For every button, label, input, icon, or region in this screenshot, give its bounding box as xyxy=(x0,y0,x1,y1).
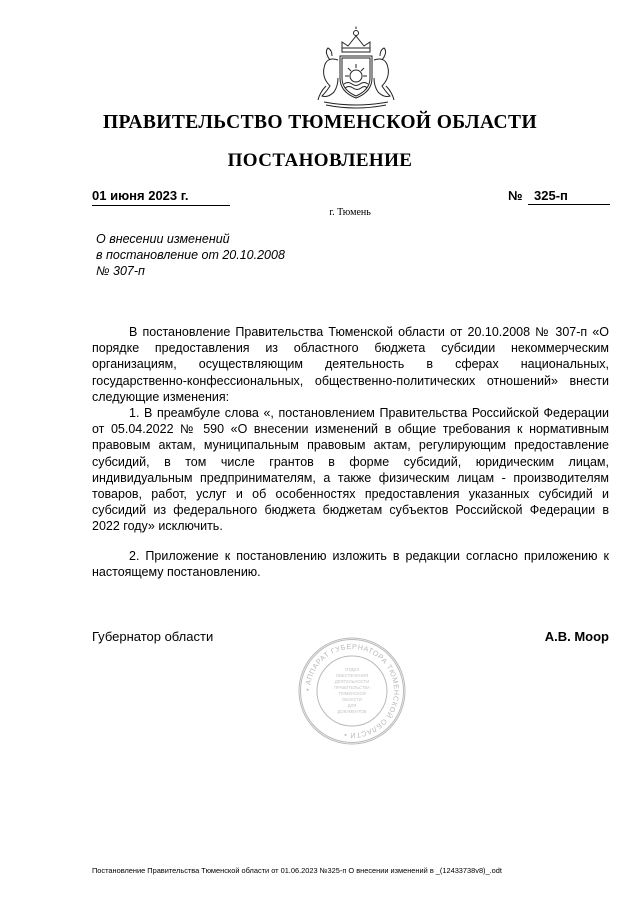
body-paragraph: 2. Приложение к постановлению изложить в редакции согласно приложению к настоящему постановлению. xyxy=(92,549,609,580)
number-value: 325-п xyxy=(528,189,610,205)
subject-line: О внесении изменений xyxy=(96,232,230,246)
city: г. Тюмень xyxy=(329,207,371,218)
seal-ring-text: • АППАРАТ ГУБЕРНАТОРА ТЮМЕНСКОЙ ОБЛАСТИ • xyxy=(302,641,402,741)
signer-name: А.В. Моор xyxy=(544,629,609,644)
official-seal-stamp xyxy=(296,635,408,747)
document-date: 01 июня 2023 г. xyxy=(92,189,230,206)
subject-line: № 307-п xyxy=(96,264,145,278)
svg-text:ДОКУМЕНТОВ: ДОКУМЕНТОВ xyxy=(337,709,367,714)
footer-text: Постановление Правительства Тюменской области от 01.06.2023 №325-п О внесении изменений в _(12433738v8)_.odt xyxy=(92,866,502,875)
document-number xyxy=(508,189,608,205)
number-sign: № xyxy=(508,188,523,203)
svg-text:ДЕЯТЕЛЬНОСТИ: ДЕЯТЕЛЬНОСТИ xyxy=(334,679,370,684)
svg-text:ОБЛАСТИ: ОБЛАСТИ xyxy=(342,697,362,702)
document-subject xyxy=(96,231,356,279)
svg-text:ТЮМЕНСКОЙ: ТЮМЕНСКОЙ xyxy=(338,691,366,696)
svg-text:ДЛЯ: ДЛЯ xyxy=(347,703,357,708)
document-type: ПОСТАНОВЛЕНИЕ xyxy=(227,150,413,171)
svg-text:ОБЕСПЕЧЕНИЯ: ОБЕСПЕЧЕНИЯ xyxy=(335,673,369,678)
svg-text:ОТДЕЛ: ОТДЕЛ xyxy=(344,667,360,672)
subject-line: в постановление от 20.10.2008 xyxy=(96,248,285,262)
body-paragraph: В постановление Правительства Тюменской области от 20.10.2008 № 307-п «О порядке предоставления из областного бюджета субсидии некоммерческим организациям, осуществляющим деятельность в сферах национальных, государственно-конфессиональных, общественно-политических отношений» внести следующие изменения: xyxy=(92,325,609,404)
coat-of-arms-icon xyxy=(312,26,400,110)
svg-text:ПРАВИТЕЛЬСТВА: ПРАВИТЕЛЬСТВА xyxy=(334,685,370,690)
body-paragraph: 1. В преамбуле слова «, постановлением Правительства Российской Федерации от 05.04.2022 № 590 «О внесении изменений в общие требования к нормативным правовым актам, муниципальным правовым актам, регулирующим предоставление субсидий, в том числе грантов в форме субсидий, юридическим лицам, индивидуальным предпринимателям, а также физическим лицам - производителям товаров, работ, услуг и об особенностях предоставления указанных субсидий и субсидий из федерального бюджета бюджетам субъектов Российской Федерации в 2022 году» исключить. xyxy=(92,406,609,534)
government-name: ПРАВИТЕЛЬСТВО ТЮМЕНСКОЙ ОБЛАСТИ xyxy=(102,112,538,133)
signer-title: Губернатор области xyxy=(92,629,214,644)
